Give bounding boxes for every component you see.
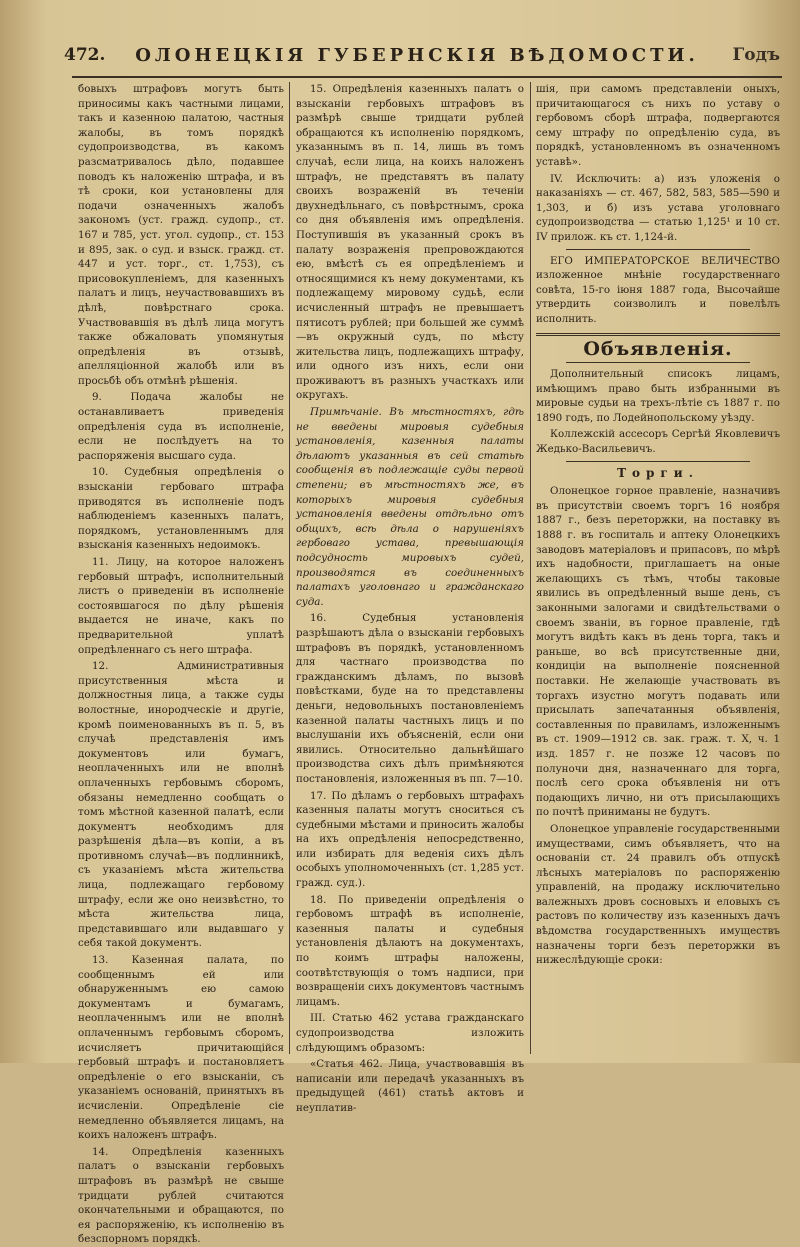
announcements-heading: Объявленія. — [583, 337, 733, 360]
paragraph: 11. Лицу, на которое наложенъ гербовый штрафъ, исполнительный листъ о приведеніи въ исполненіе состоявшагося по дѣлу рѣшенія выдается не иначе, какъ по предварительной уплатѣ опредѣленнаго съ него штрафа. — [78, 556, 284, 656]
paragraph: Олонецкое управленіе государственными имуществами, симъ объявляетъ, что на основаніи ст. 24 правилъ объ отпускѣ лѣсныхъ матеріаловъ по распоряженію управленій, на продажу исключительно валежныхъ дровъ сосновыхъ и еловыхъ съ растовъ по количеству изъ казенныхъ дачъ вѣдомства государственныхъ имуществъ назначены торги безъ переторжки въ нижеслѣдующіе сроки: — [536, 822, 780, 967]
paragraph: 15. Опредѣленія казенныхъ палатъ о взысканіи гербовыхъ штрафовъ въ размѣрѣ свыше тридцати рублей обращаются къ исполненію порядкомъ, указаннымъ въ п. 14, лишь въ томъ случаѣ, если лица, на коихъ наложенъ штрафъ, не представятъ въ палату своихъ возраженій въ теченіи двухнедѣльнаго, съ повѣрстнымъ, срока со дня объявленія имъ опредѣленія. Поступившія въ указанный срокъ въ палату возраженія препровождаются ею, вмѣстѣ съ ея опредѣленіемъ и относящимися къ нему документами, къ подлежащему мировому судьѣ, если исчисленный штрафъ не превышаетъ пятисотъ рублей; при большей же суммѣ—въ окружный судъ, по мѣсту жительства лицъ, подлежащихъ штрафу, или одного изъ нихъ, если они проживаютъ въ разныхъ участкахъ или округахъ. — [296, 83, 524, 402]
paragraph: 9. Подача жалобы не останавливаетъ приведенія опредѣленія суда въ исполненіе, если не послѣдуетъ на то распоряженія высшаго суда. — [78, 391, 284, 462]
column-3 — [536, 82, 780, 1052]
page-header — [40, 40, 780, 70]
divider — [566, 461, 750, 462]
section-divider — [536, 333, 780, 336]
paragraph: Олонецкое горное правленіе, назначивъ въ присутствіи своемъ торгъ 16 ноября 1887 г., безъ переторжки, на поставку въ 1888 г. въ госпиталь и аптеку Олонецкихъ заводовъ матеріаловъ и припасовъ, по мѣрѣ ихъ надобности, приглашаетъ на оные желающихъ съ тѣмъ, чтобы таковые явились въ опредѣленный выше день, съ законными залогами и свидѣтельствами о своемъ званіи, въ горное правленіе, гдѣ могутъ видѣть какъ въ день торга, такъ и раньше, во всѣ присутственные дни, кондиціи на выполненіе поясненной поставки. Не желающіе участвовать въ торгахъ изустно могутъ подавать или присылать запечатанныя объявленія, составленныя по правиламъ, изложеннымъ въ ст. 1909—1912 св. зак. граж. т. X, ч. 1 изд. 1857 г. не позже 12 часовъ по полуночи дня, назначеннаго для торга, послѣ сего срока объявленія ни отъ подающихъ лично, ни отъ присылающихъ по почтѣ приниманы не будутъ. — [536, 485, 780, 819]
paragraph: 10. Судебныя опредѣленія о взысканіи гербоваго штрафа приводятся въ исполненіе подъ наблюденіемъ казенныхъ палатъ, порядкомъ, установленнымъ для взысканія казенныхъ недоимокъ. — [78, 466, 284, 552]
paragraph: 14. Опредѣленія казенныхъ палатъ о взысканіи гербовыхъ штрафовъ въ размѣрѣ не свыше тридцати рублей считаются окончательными и обращаются, по ея распоряженію, къ исполненію въ безспорномъ порядкѣ. — [78, 1145, 284, 1246]
column-divider — [289, 82, 290, 1054]
paragraph: шія, при самомъ представленіи оныхъ, причитающагося съ нихъ по уставу о гербовомъ сборѣ штрафа, подвергаются сему штрафу по опредѣленію суда, въ порядкѣ, установленномъ въ означенномъ уставѣ». — [536, 83, 780, 168]
paragraph: Дополнительный списокъ лицамъ, имѣющимъ право быть избранными въ мировые судьи на трехъ-лѣтіе съ 1887 г. по 1890 годъ, по Лодейнопольскому уѣзду. — [536, 368, 780, 424]
column-2 — [296, 82, 524, 1114]
paragraph: III. Статью 462 устава гражданскаго судопроизводства изложить слѣдующимъ образомъ: — [296, 1012, 524, 1054]
page-number: 472. — [64, 45, 106, 65]
paragraph: 12. Административныя присутственныя мѣста и должностныя лица, а также суды волостные, инородческіе и другіе, кромѣ поименованныхъ въ п. 5, въ случаѣ представленія имъ документовъ или бумагъ, неоплаченныхъ или не вполнѣ оплаченныхъ гербовымъ сборомъ, обязаны немедленно сообщать о томъ мѣстной казенной палатѣ, если документъ необходимъ для разрѣшенія дѣла—въ копіи, а въ противномъ случаѣ—въ подлинникѣ, съ указаніемъ мѣста жительства лица, подлежащаго гербовому штрафу, если же оно неизвѣстно, то мѣста жительства лица, представившаго или выдавшаго у себя такой документъ. — [78, 660, 284, 950]
auctions-subheading: Торги. — [617, 465, 699, 480]
paragraph: 16. Судебныя установленія разрѣшаютъ дѣла о взысканіи гербовыхъ штрафовъ въ порядкѣ, установленномъ для частнаго производства по гражданскимъ дѣламъ, по вызовѣ повѣстками, буде на то представлены деньги, недовольныхъ постановленіемъ казенной палаты частныхъ лицъ и по выслушаніи ихъ объясненій, если они явились. Относительно дальнѣйшаго производства сихъ дѣлъ примѣняются постановленія, изложенныя въ пп. 7—10. — [296, 612, 524, 785]
divider — [566, 362, 750, 363]
note-paragraph: Примѣчаніе. Въ мѣстностяхъ, гдѣ не введены мировыя судебныя установленія, казенныя палаты дѣлаютъ указанныя въ сей статьѣ сообщенія въ подлежащіе суды первой степени; въ мѣстностяхъ же, въ которыхъ мировыя судебныя установленія введены отдѣльно отъ общихъ, всѣ дѣла о нарушеніяхъ гербоваго устава, превышающія подсудность мировыхъ судей, производятся въ соединенныхъ палатахъ уголовнаго и гражданскаго суда. — [296, 406, 524, 608]
newspaper-title: ОЛОНЕЦКІЯ ГУБЕРНСКІЯ ВѢДОМОСТИ. — [135, 44, 699, 66]
header-rule — [72, 76, 782, 78]
imperial-approval: ЕГО ИМПЕРАТОРСКОЕ ВЕЛИЧЕСТВО изложенное мнѣніе государственнаго совѣта, 15-го іюня 1887 года, Высочайше утвердить соизволилъ и повелѣлъ исполнить. — [536, 254, 780, 325]
year-label: Годъ — [732, 45, 780, 65]
paragraph: бовыхъ штрафовъ могутъ быть приносимы какъ частными лицами, такъ и казенною палатою, частныя жалобы, въ томъ порядкѣ судопроизводства, въ какомъ разсматривалось дѣло, подавшее поводъ къ наложенію штрафа, и въ тѣ сроки, кои установлены для подачи означенныхъ жалобъ закономъ (уст. гражд. судопр., ст. 167 и 785, уст. угол. судопр., ст. 153 и 895, зак. о суд. и взыск. гражд. ст. 447 и уст. торг., ст. 1,753), съ присовокупленіемъ, для казенныхъ палатъ и лицъ, неучаствовавшихъ въ дѣлѣ, повѣрстнаго срока. Участвовавшія въ дѣлѣ лица могутъ также обжаловать упомянутыя опредѣленія въ отзывѣ, апелляціонной жалобѣ или въ просьбѣ объ отмѣнѣ рѣшенія. — [78, 83, 284, 387]
divider — [566, 249, 750, 250]
paragraph: 17. По дѣламъ о гербовыхъ штрафахъ казенныя палаты могутъ сноситься съ судебными мѣстами и приносить жалобы на ихъ опредѣленія непосредственно, или избирать для веденія сихъ дѣлъ особыхъ уполномоченныхъ (ст. 1,285 уст. гражд. суд.). — [296, 789, 524, 890]
paragraph: Коллежскій ассесоръ Сергѣй Яковлевичъ Жедько-Васильевичъ. — [536, 428, 780, 456]
paragraph: IV. Исключить: а) изъ уложенія о наказаніяхъ — ст. 467, 582, 583, 585—590 и 1,303, и б) изъ устава уголовнаго судопроизводства — статью 1,125¹ и 10 ст. IV прилож. къ ст. 1,124-й. — [536, 172, 780, 243]
paragraph: 13. Казенная палата, по сообщеннымъ ей или обнаруженнымъ ею самою документамъ и бумагамъ, неоплаченнымъ или не вполнѣ оплаченнымъ гербовымъ сборомъ, исчисляетъ причитающійся гербовый штрафъ и постановляетъ опредѣленіе о его взысканіи, съ указаніемъ основаній, принятыхъ въ исчисленіи. Опредѣленіе сіе немедленно объявляется лицамъ, на коихъ наложенъ штрафъ. — [78, 954, 284, 1142]
column-divider — [530, 82, 531, 1054]
column-1 — [78, 82, 284, 1246]
paragraph: «Статья 462. Лица, участвовавшія въ написаніи или передачѣ указанныхъ въ предыдущей (461) статьѣ актовъ и неуплатив- — [296, 1058, 524, 1114]
paragraph: 18. По приведеніи опредѣленія о гербовомъ штрафѣ въ исполненіе, казенныя палаты и судебныя установленія дѣлаютъ на документахъ, по коимъ штрафы наложены, соотвѣтствующія о томъ надписи, при возвращеніи сихъ документовъ частнымъ лицамъ. — [296, 893, 524, 1008]
